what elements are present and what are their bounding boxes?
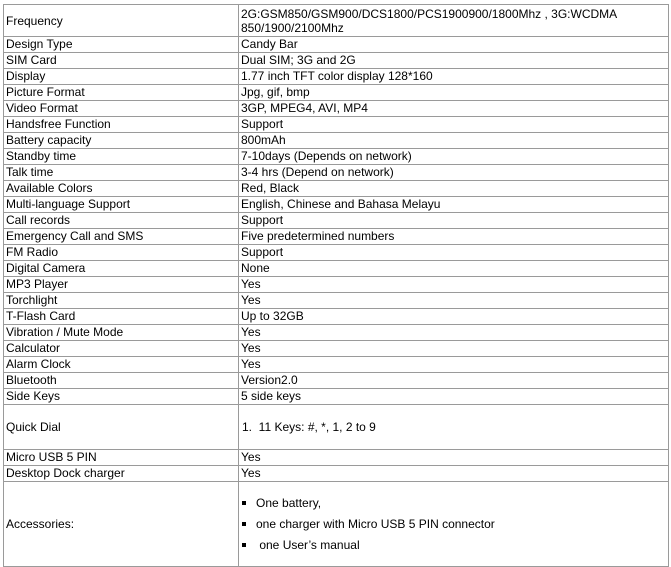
spec-label: FM Radio [4, 245, 239, 261]
spec-value: Yes [239, 325, 669, 341]
spec-row-design-type [4, 37, 669, 53]
spec-label: SIM Card [4, 53, 239, 69]
spec-value: 5 side keys [239, 389, 669, 405]
spec-value: 2G:GSM850/GSM900/DCS1800/PCS1900900/1800Mhz , 3G:WCDMA 850/1900/2100Mhz [239, 5, 669, 37]
spec-label: Torchlight [4, 293, 239, 309]
list-item [241, 493, 666, 514]
accessory-text: one charger with Micro USB 5 PIN connector [256, 516, 495, 531]
spec-label: Calculator [4, 341, 239, 357]
spec-row-alarm [4, 357, 669, 373]
spec-row-battery [4, 133, 669, 149]
accessory-text: One battery, [256, 495, 322, 510]
spec-label: Call records [4, 213, 239, 229]
spec-row-calculator [4, 341, 669, 357]
spec-table [3, 4, 669, 567]
spec-label: Handsfree Function [4, 117, 239, 133]
spec-value: 3GP, MPEG4, AVI, MP4 [239, 101, 669, 117]
spec-row-video-format [4, 101, 669, 117]
spec-value: Red, Black [239, 181, 669, 197]
spec-value: Support [239, 213, 669, 229]
spec-row-fm-radio [4, 245, 669, 261]
spec-value: Support [239, 245, 669, 261]
spec-row-accessories [4, 482, 669, 567]
spec-row-dock-charger [4, 466, 669, 482]
spec-label: Desktop Dock charger [4, 466, 239, 482]
spec-label: Available Colors [4, 181, 239, 197]
spec-row-colors [4, 181, 669, 197]
list-item [241, 535, 666, 556]
spec-value: Yes [239, 357, 669, 373]
spec-row-standby [4, 149, 669, 165]
spec-row-sim-card [4, 53, 669, 69]
spec-label: Multi-language Support [4, 197, 239, 213]
spec-value: Yes [239, 450, 669, 466]
spec-label: Video Format [4, 101, 239, 117]
spec-label: Frequency [4, 5, 239, 37]
spec-label: T-Flash Card [4, 309, 239, 325]
spec-label: Side Keys [4, 389, 239, 405]
spec-row-camera [4, 261, 669, 277]
spec-value: 7-10days (Depends on network) [239, 149, 669, 165]
spec-value: 1. 11 Keys: #, *, 1, 2 to 9 [242, 419, 376, 434]
spec-label: Talk time [4, 165, 239, 181]
bullet-icon [242, 543, 246, 547]
spec-value: Up to 32GB [239, 309, 669, 325]
spec-label: Standby time [4, 149, 239, 165]
accessories-list [241, 493, 666, 556]
spec-row-tflash [4, 309, 669, 325]
accessory-text: one User’s manual [256, 537, 360, 552]
spec-row-talk-time [4, 165, 669, 181]
spec-value: 3-4 hrs (Depend on network) [239, 165, 669, 181]
spec-row-micro-usb [4, 450, 669, 466]
spec-label: Display [4, 69, 239, 85]
bullet-icon [242, 501, 246, 505]
spec-row-picture-format [4, 85, 669, 101]
spec-value: Yes [239, 277, 669, 293]
spec-label: Digital Camera [4, 261, 239, 277]
spec-value: Yes [239, 293, 669, 309]
spec-value: Support [239, 117, 669, 133]
spec-value: None [239, 261, 669, 277]
spec-row-vibration [4, 325, 669, 341]
spec-row-quick-dial [4, 405, 669, 450]
spec-label: Emergency Call and SMS [4, 229, 239, 245]
spec-value: Jpg, gif, bmp [239, 85, 669, 101]
spec-label: Accessories: [4, 482, 239, 567]
spec-value: Five predetermined numbers [239, 229, 669, 245]
spec-row-handsfree [4, 117, 669, 133]
spec-label: Micro USB 5 PIN [4, 450, 239, 466]
spec-row-frequency [4, 5, 669, 37]
spec-label: Design Type [4, 37, 239, 53]
spec-value: Version2.0 [239, 373, 669, 389]
spec-label: MP3 Player [4, 277, 239, 293]
spec-label: Battery capacity [4, 133, 239, 149]
spec-value: 1.77 inch TFT color display 128*160 [239, 69, 669, 85]
spec-row-bluetooth [4, 373, 669, 389]
spec-label: Bluetooth [4, 373, 239, 389]
spec-value: English, Chinese and Bahasa Melayu [239, 197, 669, 213]
spec-row-languages [4, 197, 669, 213]
spec-value: Yes [239, 341, 669, 357]
spec-row-torchlight [4, 293, 669, 309]
spec-label: Quick Dial [4, 405, 239, 450]
spec-label: Vibration / Mute Mode [4, 325, 239, 341]
spec-row-mp3 [4, 277, 669, 293]
spec-label: Picture Format [4, 85, 239, 101]
spec-row-emergency [4, 229, 669, 245]
spec-row-display [4, 69, 669, 85]
spec-row-side-keys [4, 389, 669, 405]
spec-value: Yes [239, 466, 669, 482]
spec-value: Candy Bar [239, 37, 669, 53]
spec-label: Alarm Clock [4, 357, 239, 373]
bullet-icon [242, 522, 246, 526]
spec-row-call-records [4, 213, 669, 229]
spec-value: 800mAh [239, 133, 669, 149]
list-item [241, 514, 666, 535]
spec-value: Dual SIM; 3G and 2G [239, 53, 669, 69]
